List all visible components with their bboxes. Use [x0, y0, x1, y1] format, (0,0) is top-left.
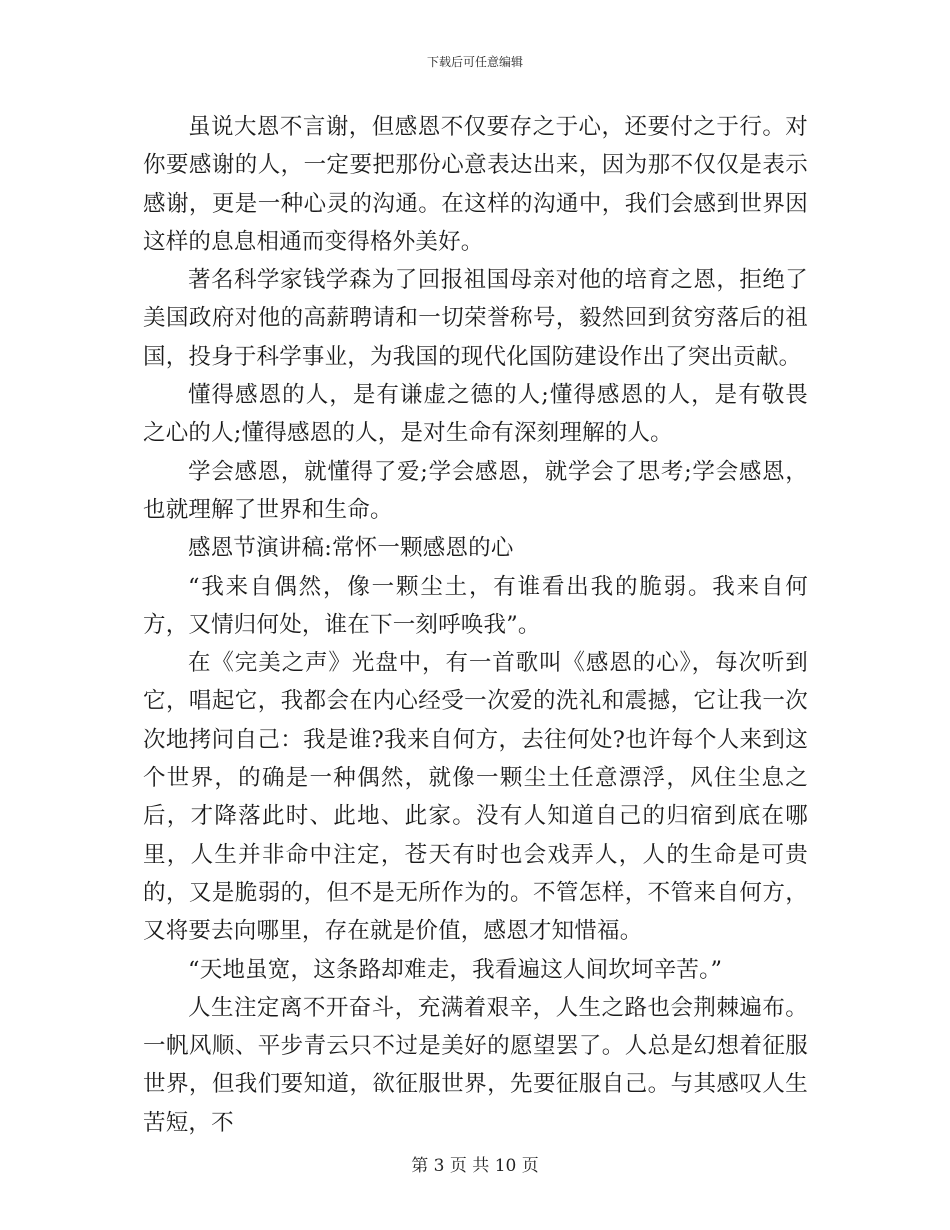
document-body — [143, 108, 808, 1142]
paragraph-1: 虽说大恩不言谢，但感恩不仅要存之于心，还要付之于行。对你要感谢的人，一定要把那份心意表达出来，因为那不仅仅是表示感谢，更是一种心灵的沟通。在这样的沟通中，我们会感到世界因这样的息息相通而变得格外美好。 — [143, 114, 808, 255]
section-heading: 感恩节演讲稿:常怀一颗感恩的心 — [188, 535, 514, 562]
paragraph-8: 人生注定离不开奋斗，充满着艰辛，人生之路也会荆棘遍布。一帆风顺、平步青云只不过是美好的愿望罢了。人总是幻想着征服世界，但我们要知道，欲征服世界，先要征服自己。与其感叹人生苦短，不 — [143, 994, 808, 1136]
page-number: 第 3 页 共 10 页 — [411, 1156, 539, 1176]
paragraph-3: 懂得感恩的人，是有谦虚之德的人;懂得感恩的人，是有敬畏之心的人;懂得感恩的人，是对生命有深刻理解的人。 — [143, 382, 808, 447]
paragraph-5: “我来自偶然，像一颗尘土，有谁看出我的脆弱。我来自何方，又情归何处，谁在下一刻呼唤我”。 — [143, 573, 808, 638]
paragraph-7: “天地虽宽，这条路却难走，我看遍这人间坎坷辛苦。” — [188, 956, 723, 983]
page-header-note: 下载后可任意编辑 — [426, 55, 523, 69]
paragraph-2: 著名科学家钱学森为了回报祖国母亲对他的培育之恩，拒绝了美国政府对他的高薪聘请和一切荣誉称号，毅然回到贫穷落后的祖国，投身于科学事业，为我国的现代化国防建设作出了突出贡献。 — [143, 267, 808, 370]
paragraph-4: 学会感恩，就懂得了爱;学会感恩，就学会了思考;学会感恩，也就理解了世界和生命。 — [143, 458, 808, 523]
paragraph-6: 在《完美之声》光盘中，有一首歌叫《感恩的心》，每次听到它，唱起它，我都会在内心经受一次爱的洗礼和震撼，它让我一次次地拷问自己：我是谁?我来自何方，去往何处?也许每个人来到这个世界，的确是一种偶然，就像一颗尘土任意漂浮，风住尘息之后，才降落此时、此地、此家。没有人知道自己的归宿到底在哪里，人生并非命中注定，苍天有时也会戏弄人，人的生命是可贵的，又是脆弱的，但不是无所作为的。不管怎样，不管来自何方，又将要去向哪里，存在就是价值，感恩才知惜福。 — [143, 650, 808, 945]
